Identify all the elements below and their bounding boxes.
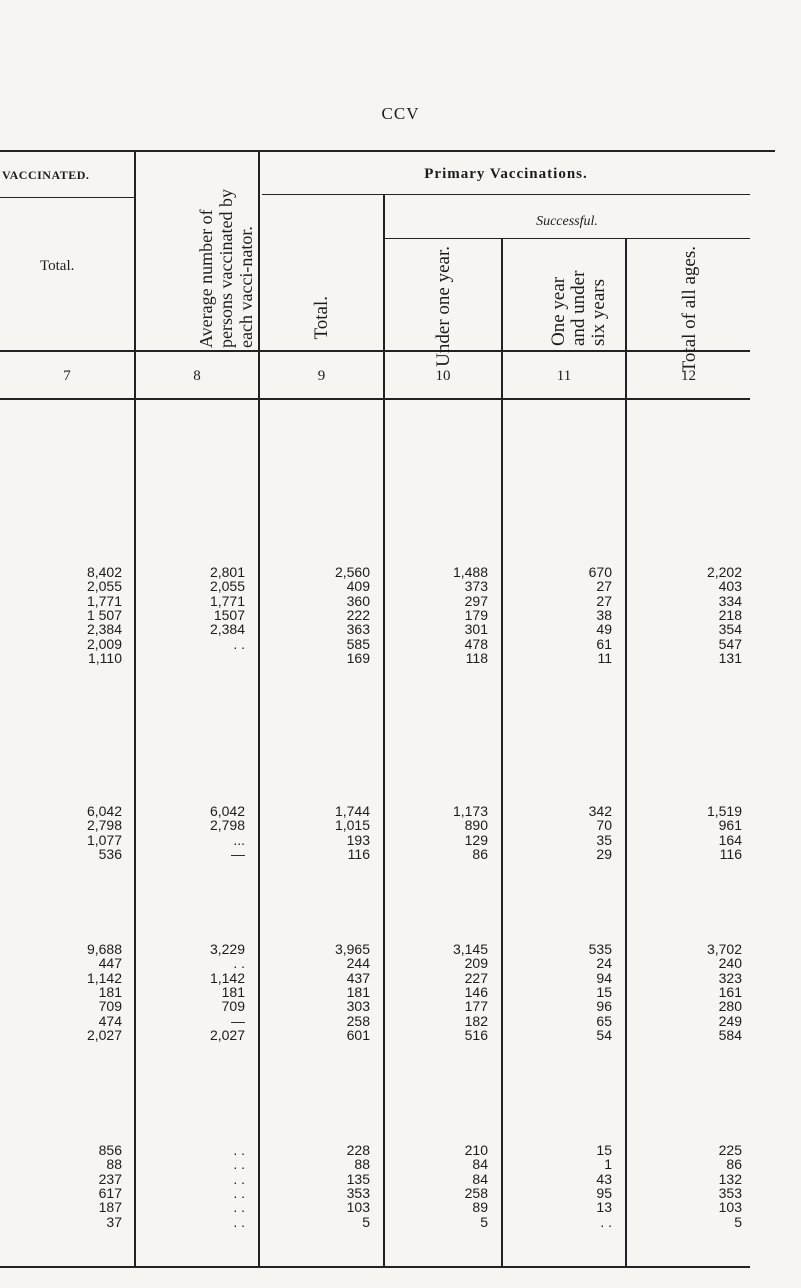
table-cell: 88 [106, 1156, 122, 1173]
table-cell: 2,560 [334, 564, 370, 580]
table-cell: 181 [221, 983, 245, 1000]
table-cell: 709 [98, 998, 122, 1015]
table-cell: — [231, 845, 245, 862]
table-cell: 478 [464, 635, 488, 652]
table-cell: 403 [718, 578, 742, 595]
colnum-8: 8 [193, 368, 201, 384]
table-cell: 240 [718, 955, 742, 972]
table-cell: 584 [718, 1026, 742, 1043]
primary-underline [262, 194, 750, 195]
table-cell: 8,402 [86, 564, 122, 580]
table-cell: 360 [346, 592, 370, 609]
table-cell: . . [233, 1199, 245, 1216]
table-cell: 363 [346, 621, 370, 638]
table-cell: 280 [718, 998, 742, 1015]
table-cell: 116 [719, 845, 742, 862]
table-cell: 146 [464, 983, 488, 1000]
table-cell: . . [233, 1184, 245, 1201]
table-cell: 86 [726, 1156, 742, 1173]
vaccinated-underline [0, 197, 135, 198]
table-cell: 37 [106, 1213, 122, 1230]
table-cell: 516 [464, 1026, 488, 1043]
table-cell: 86 [472, 845, 488, 862]
rule-after-col11 [625, 238, 627, 1266]
total-heading: Total. [40, 258, 75, 274]
table-cell: 182 [464, 1012, 488, 1029]
table-cell: 187 [98, 1199, 122, 1216]
table-cell: 15 [596, 983, 612, 1000]
table-cell: 96 [596, 998, 612, 1015]
table-cell: 54 [596, 1026, 612, 1043]
table-cell: 1,771 [86, 592, 122, 609]
col12-all-ages-heading: Total of all ages. [679, 246, 700, 373]
table-cell: 1,142 [86, 969, 122, 986]
header-bottom-rule [0, 350, 750, 352]
table-cell: 3,229 [209, 941, 245, 957]
colnum-7: 7 [63, 368, 71, 384]
table-cell: 890 [464, 817, 488, 834]
table-cell: 13 [596, 1199, 612, 1216]
table-cell: 258 [464, 1184, 488, 1201]
table-cell: 6,042 [209, 803, 245, 819]
table-cell: 334 [718, 592, 742, 609]
table-cell: 1,488 [452, 564, 488, 580]
table-cell: 11 [597, 649, 612, 666]
table-cell: 3,145 [452, 941, 488, 957]
average-column-heading: Average number of persons vaccinated by each vacci-nator. [196, 189, 256, 348]
table-cell: 118 [465, 649, 488, 666]
table-cell: 1,173 [452, 803, 488, 819]
primary-vaccinations-heading: Primary Vaccinations. [424, 166, 588, 182]
table-cell: 3,702 [706, 941, 742, 957]
table-cell: 1507 [213, 606, 245, 623]
table-cell: 409 [346, 578, 370, 595]
table-cell: 1 [604, 1156, 612, 1173]
table-cell: 169 [346, 649, 370, 666]
table-cell: 297 [464, 592, 488, 609]
table-cell: 210 [464, 1142, 488, 1158]
table-cell: 2,798 [86, 817, 122, 834]
table-cell: 218 [718, 606, 742, 623]
table-cell: 5 [734, 1213, 742, 1230]
table-cell: 1,744 [334, 803, 370, 819]
table-cell: 181 [346, 983, 370, 1000]
table-cell: 222 [346, 606, 370, 623]
table-cell: 535 [588, 941, 612, 957]
colnum-bottom-rule [0, 398, 750, 400]
header-top-rule [0, 150, 775, 152]
table-cell: 164 [718, 831, 742, 848]
table-cell: 1,771 [209, 592, 245, 609]
table-bottom-rule [0, 1266, 750, 1268]
table-cell: 249 [718, 1012, 742, 1029]
table-cell: ... [233, 831, 245, 848]
table-cell: 135 [346, 1170, 370, 1187]
table-cell: 353 [346, 1184, 370, 1201]
successful-heading: Successful. [536, 214, 598, 229]
table-cell: 116 [347, 845, 370, 862]
table-cell: 2,801 [209, 564, 245, 580]
table-cell: 2,027 [86, 1026, 122, 1043]
table-cell: 95 [596, 1184, 612, 1201]
table-cell: 1,015 [334, 817, 370, 834]
table-cell: 9,688 [86, 941, 122, 957]
colnum-12: 12 [681, 368, 696, 384]
successful-underline [384, 238, 750, 239]
table-cell: 179 [464, 606, 488, 623]
table-cell: 354 [718, 621, 742, 638]
col11-one-to-six-heading: One year and under six years [548, 270, 609, 346]
table-cell: 601 [346, 1026, 370, 1043]
table-cell: 15 [596, 1142, 612, 1158]
table-cell: 89 [472, 1199, 488, 1216]
table-cell: — [231, 1012, 245, 1029]
table-cell: 35 [596, 831, 612, 848]
table-cell: 961 [718, 817, 742, 834]
table-cell: 94 [596, 969, 612, 986]
col10-under-one-heading: Under one year. [433, 246, 454, 367]
table-cell: 3,965 [334, 941, 370, 957]
table-cell: 536 [98, 845, 122, 862]
table-cell: 24 [596, 955, 612, 972]
table-cell: 2,055 [86, 578, 122, 595]
table-cell: 2,798 [209, 817, 245, 834]
table-cell: 84 [472, 1156, 488, 1173]
table-cell: 244 [346, 955, 370, 972]
table-cell: 1 507 [86, 606, 122, 623]
table-cell: 88 [354, 1156, 370, 1173]
table-cell: 70 [596, 817, 612, 834]
table-cell: . . [233, 955, 245, 972]
colnum-9: 9 [317, 368, 326, 384]
table-cell: 49 [596, 621, 612, 638]
rule-after-col7 [134, 150, 136, 1266]
table-cell: 84 [472, 1170, 488, 1187]
table-cell: . . [233, 1170, 245, 1187]
table-cell: 373 [464, 578, 488, 595]
table-cell: 27 [596, 592, 612, 609]
table-cell: 228 [346, 1142, 370, 1158]
rule-after-col10 [501, 238, 503, 1266]
table-cell: 447 [98, 955, 122, 972]
table-cell: 617 [98, 1184, 122, 1201]
table-cell: 177 [464, 998, 488, 1015]
table-cell: 161 [718, 983, 742, 1000]
table-cell: 709 [221, 998, 245, 1015]
colnum-10: 10 [435, 368, 451, 384]
table-cell: 2,009 [86, 635, 122, 652]
table-cell: 2,055 [209, 578, 245, 595]
table-cell: 323 [718, 969, 742, 986]
table-cell: 38 [596, 606, 612, 623]
table-cell: . . [233, 1213, 245, 1230]
table-cell: . . [600, 1213, 612, 1230]
table-cell: 129 [464, 831, 488, 848]
table-cell: 181 [98, 983, 122, 1000]
colnum-11: 11 [556, 368, 572, 384]
table-cell: 1,110 [88, 649, 122, 666]
table-cell: . . [233, 1156, 245, 1173]
table-cell: 103 [346, 1199, 370, 1216]
table-cell: 193 [346, 831, 370, 848]
table-cell: 5 [480, 1213, 488, 1230]
page-number: CCV [381, 104, 420, 123]
col9-total-heading: Total. [311, 296, 332, 340]
table-cell: 29 [596, 845, 612, 862]
table-cell: 103 [718, 1199, 742, 1216]
table-cell: 225 [718, 1142, 742, 1158]
table-cell: 585 [346, 635, 370, 652]
table-cell: 670 [588, 564, 612, 580]
table-cell: 227 [464, 969, 488, 986]
table-cell: 301 [464, 621, 488, 638]
table-cell: 474 [98, 1012, 122, 1029]
table-cell: 1,519 [706, 803, 742, 819]
table-cell: 258 [346, 1012, 370, 1029]
table-cell: 437 [346, 969, 370, 986]
table-cell: . . [233, 1142, 245, 1158]
table-cell: 131 [718, 649, 742, 666]
table-cell: 2,384 [86, 621, 122, 638]
table-cell: 342 [588, 803, 612, 819]
table-cell: 132 [718, 1170, 742, 1187]
table-cell: 1,077 [86, 831, 122, 848]
table-cell: 5 [362, 1213, 370, 1230]
table-cell: 61 [596, 635, 612, 652]
table-cell: 27 [596, 578, 612, 595]
table-cell: 2,384 [209, 621, 245, 638]
table-cell: 43 [596, 1170, 612, 1187]
table-cell: 1,142 [209, 969, 245, 986]
table-cell: 6,042 [86, 803, 122, 819]
table-cell: 209 [464, 955, 488, 972]
table-cell: 237 [98, 1170, 122, 1187]
table-cell: 2,202 [706, 564, 742, 580]
table-cell: 856 [98, 1142, 122, 1158]
table-cell: 2,027 [209, 1026, 245, 1043]
table-cell: 547 [718, 635, 742, 652]
table-cell: . . [233, 635, 245, 652]
table-cell: 353 [718, 1184, 742, 1201]
rule-after-col9 [383, 194, 385, 1266]
table-cell: 65 [596, 1012, 612, 1029]
vaccinated-heading: VACCINATED. [2, 168, 90, 182]
table-cell: 303 [346, 998, 370, 1015]
